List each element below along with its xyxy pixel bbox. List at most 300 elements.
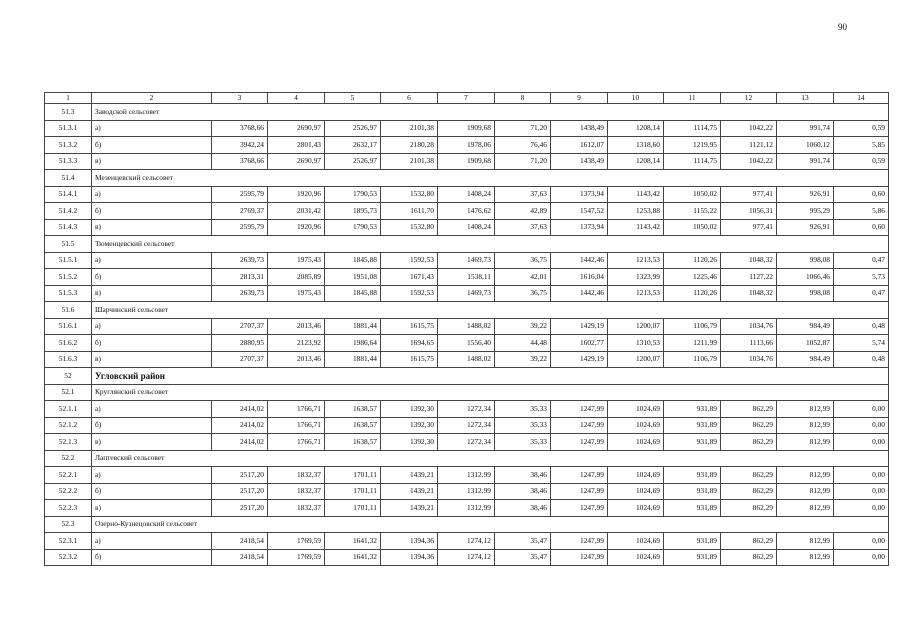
value-cell: 1247,99: [551, 467, 608, 484]
value-cell: 71,20: [495, 120, 551, 137]
row-subitem: б): [92, 269, 212, 286]
row-subitem: в): [92, 285, 212, 302]
row-subitem: а): [92, 533, 212, 550]
row-code: 51.4: [45, 170, 92, 187]
value-cell: 38,46: [495, 500, 551, 517]
value-cell: 1247,99: [551, 500, 608, 517]
row-code: 51.4.2: [45, 203, 92, 220]
value-cell: 862,29: [721, 401, 777, 418]
value-cell: 1024,69: [608, 417, 664, 434]
value-cell: 1048,32: [721, 285, 777, 302]
value-cell: 926,91: [777, 186, 834, 203]
value-cell: 1247,99: [551, 483, 608, 500]
row-code: 51.6.1: [45, 318, 92, 335]
value-cell: 1641,32: [325, 549, 381, 566]
value-cell: 2517,20: [212, 483, 268, 500]
column-header: 3: [212, 93, 268, 104]
column-header: 2: [92, 93, 212, 104]
value-cell: 2517,20: [212, 500, 268, 517]
value-cell: 0,00: [834, 533, 889, 550]
value-cell: 2595,79: [212, 219, 268, 236]
tariff-table: [44, 92, 889, 566]
section-title: Шарчинский сельсовет: [92, 302, 889, 319]
value-cell: 1394,36: [381, 533, 438, 550]
value-cell: 1671,43: [381, 269, 438, 286]
value-cell: 1392,30: [381, 417, 438, 434]
value-cell: 1318,60: [608, 137, 664, 154]
value-cell: 995,29: [777, 203, 834, 220]
value-cell: 1392,30: [381, 434, 438, 451]
value-cell: 71,20: [495, 153, 551, 170]
value-cell: 1951,08: [325, 269, 381, 286]
row-subitem: в): [92, 219, 212, 236]
value-cell: 0,59: [834, 153, 889, 170]
row-code: 52.1.3: [45, 434, 92, 451]
row-code: 51.5: [45, 236, 92, 253]
value-cell: 812,99: [777, 401, 834, 418]
value-cell: 0,59: [834, 120, 889, 137]
value-cell: 931,89: [664, 401, 721, 418]
value-cell: 1312,99: [438, 467, 495, 484]
value-cell: 931,89: [664, 549, 721, 566]
column-header: 1: [45, 93, 92, 104]
section-row: [45, 236, 889, 253]
column-header: 9: [551, 93, 608, 104]
value-cell: 1024,69: [608, 549, 664, 566]
value-cell: 931,89: [664, 434, 721, 451]
value-cell: 977,41: [721, 219, 777, 236]
row-subitem: а): [92, 120, 212, 137]
table-row: [45, 335, 889, 352]
value-cell: 931,89: [664, 500, 721, 517]
value-cell: 2880,95: [212, 335, 268, 352]
value-cell: 862,29: [721, 434, 777, 451]
value-cell: 2418,54: [212, 549, 268, 566]
value-cell: 1024,69: [608, 434, 664, 451]
value-cell: 1881,44: [325, 351, 381, 368]
value-cell: 812,99: [777, 467, 834, 484]
value-cell: 1638,57: [325, 401, 381, 418]
table-row: [45, 533, 889, 550]
row-code: 51.3.2: [45, 137, 92, 154]
value-cell: 1766,71: [268, 401, 325, 418]
value-cell: 1408,24: [438, 219, 495, 236]
value-cell: 1438,49: [551, 153, 608, 170]
value-cell: 1488,02: [438, 318, 495, 335]
value-cell: 1790,53: [325, 186, 381, 203]
column-header: 13: [777, 93, 834, 104]
value-cell: 984,49: [777, 351, 834, 368]
value-cell: 1114,75: [664, 120, 721, 137]
value-cell: 1050,02: [664, 186, 721, 203]
value-cell: 1895,73: [325, 203, 381, 220]
value-cell: 1113,66: [721, 335, 777, 352]
section-row: [45, 450, 889, 467]
row-code: 51.3: [45, 104, 92, 121]
value-cell: 1429,19: [551, 351, 608, 368]
row-subitem: в): [92, 351, 212, 368]
table-row: [45, 467, 889, 484]
value-cell: 862,29: [721, 467, 777, 484]
section-row: [45, 516, 889, 533]
row-code: 52: [45, 368, 92, 385]
column-header: 11: [664, 93, 721, 104]
value-cell: 1219,95: [664, 137, 721, 154]
value-cell: 931,89: [664, 417, 721, 434]
column-header: 14: [834, 93, 889, 104]
value-cell: 1272,34: [438, 417, 495, 434]
value-cell: 1975,43: [268, 252, 325, 269]
value-cell: 1253,88: [608, 203, 664, 220]
value-cell: 35,33: [495, 417, 551, 434]
table-body: [45, 93, 889, 566]
value-cell: 926,91: [777, 219, 834, 236]
value-cell: 35,47: [495, 549, 551, 566]
value-cell: 812,99: [777, 434, 834, 451]
row-code: 52.2.1: [45, 467, 92, 484]
value-cell: 1050,02: [664, 219, 721, 236]
table-row: [45, 500, 889, 517]
row-code: 51.5.3: [45, 285, 92, 302]
value-cell: 862,29: [721, 549, 777, 566]
value-cell: 2414,02: [212, 417, 268, 434]
value-cell: 1247,99: [551, 533, 608, 550]
value-cell: 1042,22: [721, 120, 777, 137]
value-cell: 1034,76: [721, 351, 777, 368]
column-header: 10: [608, 93, 664, 104]
value-cell: 36,75: [495, 252, 551, 269]
value-cell: 991,74: [777, 153, 834, 170]
row-code: 51.3.1: [45, 120, 92, 137]
row-code: 51.6.3: [45, 351, 92, 368]
value-cell: 0,00: [834, 549, 889, 566]
row-subitem: б): [92, 483, 212, 500]
value-cell: 0,60: [834, 186, 889, 203]
value-cell: 1272,34: [438, 434, 495, 451]
value-cell: 2123,92: [268, 335, 325, 352]
value-cell: 5,74: [834, 335, 889, 352]
value-cell: 1638,57: [325, 434, 381, 451]
value-cell: 1532,80: [381, 186, 438, 203]
value-cell: 2517,20: [212, 467, 268, 484]
section-row: [45, 170, 889, 187]
value-cell: 2526,97: [325, 120, 381, 137]
value-cell: 1310,53: [608, 335, 664, 352]
value-cell: 1052,87: [777, 335, 834, 352]
table-row: [45, 351, 889, 368]
row-code: 52.1: [45, 384, 92, 401]
value-cell: 2690,97: [268, 120, 325, 137]
value-cell: 998,08: [777, 285, 834, 302]
value-cell: 1769,59: [268, 533, 325, 550]
value-cell: 1615,75: [381, 318, 438, 335]
value-cell: 35,33: [495, 401, 551, 418]
row-subitem: а): [92, 318, 212, 335]
section-row: [45, 104, 889, 121]
value-cell: 862,29: [721, 417, 777, 434]
value-cell: 1106,79: [664, 318, 721, 335]
value-cell: 1373,94: [551, 186, 608, 203]
column-header: 5: [325, 93, 381, 104]
value-cell: 1469,73: [438, 252, 495, 269]
value-cell: 1978,06: [438, 137, 495, 154]
row-subitem: а): [92, 401, 212, 418]
value-cell: 984,49: [777, 318, 834, 335]
value-cell: 862,29: [721, 533, 777, 550]
value-cell: 2632,17: [325, 137, 381, 154]
value-cell: 37,63: [495, 186, 551, 203]
value-cell: 0,00: [834, 434, 889, 451]
page-number: 90: [838, 22, 847, 32]
value-cell: 1909,68: [438, 153, 495, 170]
value-cell: 0,00: [834, 401, 889, 418]
value-cell: 1225,46: [664, 269, 721, 286]
table-row: [45, 318, 889, 335]
value-cell: 2101,38: [381, 153, 438, 170]
value-cell: 76,46: [495, 137, 551, 154]
value-cell: 812,99: [777, 549, 834, 566]
value-cell: 2013,46: [268, 318, 325, 335]
value-cell: 1592,53: [381, 285, 438, 302]
value-cell: 1120,26: [664, 252, 721, 269]
value-cell: 1392,30: [381, 401, 438, 418]
row-code: 52.3.1: [45, 533, 92, 550]
value-cell: 1612,07: [551, 137, 608, 154]
value-cell: 1845,88: [325, 285, 381, 302]
value-cell: 1114,75: [664, 153, 721, 170]
value-cell: 812,99: [777, 533, 834, 550]
value-cell: 1066,46: [777, 269, 834, 286]
value-cell: 2101,38: [381, 120, 438, 137]
value-cell: 1439,21: [381, 483, 438, 500]
value-cell: 1547,52: [551, 203, 608, 220]
value-cell: 2690,97: [268, 153, 325, 170]
value-cell: 1442,46: [551, 285, 608, 302]
value-cell: 1042,22: [721, 153, 777, 170]
value-cell: 1211,99: [664, 335, 721, 352]
value-cell: 1439,21: [381, 467, 438, 484]
row-subitem: в): [92, 434, 212, 451]
value-cell: 1694,65: [381, 335, 438, 352]
row-subitem: б): [92, 203, 212, 220]
value-cell: 2180,28: [381, 137, 438, 154]
value-cell: 0,48: [834, 318, 889, 335]
value-cell: 44,48: [495, 335, 551, 352]
value-cell: 2707,37: [212, 351, 268, 368]
section-title: Мезенцевский сельсовет: [92, 170, 889, 187]
value-cell: 1602,77: [551, 335, 608, 352]
value-cell: 1845,88: [325, 252, 381, 269]
value-cell: 1048,32: [721, 252, 777, 269]
value-cell: 1408,24: [438, 186, 495, 203]
value-cell: 1701,11: [325, 483, 381, 500]
value-cell: 1312,99: [438, 483, 495, 500]
value-cell: 1641,32: [325, 533, 381, 550]
value-cell: 2414,02: [212, 401, 268, 418]
value-cell: 1592,53: [381, 252, 438, 269]
table-row: [45, 434, 889, 451]
value-cell: 1832,37: [268, 500, 325, 517]
value-cell: 35,33: [495, 434, 551, 451]
value-cell: 1247,99: [551, 401, 608, 418]
value-cell: 1213,53: [608, 285, 664, 302]
row-code: 51.6: [45, 302, 92, 319]
value-cell: 1909,68: [438, 120, 495, 137]
value-cell: 1438,49: [551, 120, 608, 137]
value-cell: 977,41: [721, 186, 777, 203]
value-cell: 2639,73: [212, 285, 268, 302]
row-subitem: а): [92, 467, 212, 484]
value-cell: 1476,62: [438, 203, 495, 220]
value-cell: 2801,43: [268, 137, 325, 154]
value-cell: 1034,76: [721, 318, 777, 335]
value-cell: 1200,07: [608, 351, 664, 368]
row-code: 51.6.2: [45, 335, 92, 352]
value-cell: 1247,99: [551, 434, 608, 451]
value-cell: 0,00: [834, 500, 889, 517]
value-cell: 38,46: [495, 467, 551, 484]
value-cell: 812,99: [777, 483, 834, 500]
row-subitem: а): [92, 186, 212, 203]
value-cell: 1208,14: [608, 153, 664, 170]
table-row: [45, 120, 889, 137]
value-cell: 1766,71: [268, 417, 325, 434]
value-cell: 1024,69: [608, 401, 664, 418]
table-row: [45, 137, 889, 154]
row-code: 52.3.2: [45, 549, 92, 566]
row-subitem: б): [92, 335, 212, 352]
value-cell: 1127,22: [721, 269, 777, 286]
row-subitem: в): [92, 500, 212, 517]
value-cell: 1120,26: [664, 285, 721, 302]
value-cell: 2414,02: [212, 434, 268, 451]
row-subitem: а): [92, 252, 212, 269]
row-code: 51.4.1: [45, 186, 92, 203]
value-cell: 1274,12: [438, 533, 495, 550]
table-row: [45, 252, 889, 269]
value-cell: 1611,70: [381, 203, 438, 220]
table-row: [45, 401, 889, 418]
value-cell: 2813,31: [212, 269, 268, 286]
value-cell: 1769,59: [268, 549, 325, 566]
value-cell: 998,08: [777, 252, 834, 269]
value-cell: 1024,69: [608, 500, 664, 517]
value-cell: 1469,73: [438, 285, 495, 302]
section-title: Озерно-Кузнецовский сельсовет: [92, 516, 889, 533]
value-cell: 1272,34: [438, 401, 495, 418]
value-cell: 1832,37: [268, 467, 325, 484]
value-cell: 1442,46: [551, 252, 608, 269]
row-code: 52.1.2: [45, 417, 92, 434]
table-row: [45, 549, 889, 566]
value-cell: 37,63: [495, 219, 551, 236]
value-cell: 931,89: [664, 483, 721, 500]
value-cell: 1208,14: [608, 120, 664, 137]
value-cell: 1373,94: [551, 219, 608, 236]
value-cell: 1394,36: [381, 549, 438, 566]
value-cell: 2639,73: [212, 252, 268, 269]
value-cell: 1200,07: [608, 318, 664, 335]
row-code: 52.2.2: [45, 483, 92, 500]
value-cell: 39,22: [495, 318, 551, 335]
value-cell: 862,29: [721, 500, 777, 517]
value-cell: 1975,43: [268, 285, 325, 302]
table-row: [45, 186, 889, 203]
value-cell: 1766,71: [268, 434, 325, 451]
table-row: [45, 153, 889, 170]
value-cell: 991,74: [777, 120, 834, 137]
row-subitem: б): [92, 549, 212, 566]
row-subitem: в): [92, 153, 212, 170]
value-cell: 1106,79: [664, 351, 721, 368]
table-row: [45, 483, 889, 500]
value-cell: 812,99: [777, 417, 834, 434]
value-cell: 1920,96: [268, 186, 325, 203]
value-cell: 2707,37: [212, 318, 268, 335]
section-title: Заводской сельсовет: [92, 104, 889, 121]
value-cell: 862,29: [721, 483, 777, 500]
value-cell: 5,73: [834, 269, 889, 286]
row-subitem: б): [92, 137, 212, 154]
value-cell: 0,47: [834, 285, 889, 302]
value-cell: 2031,42: [268, 203, 325, 220]
value-cell: 931,89: [664, 533, 721, 550]
value-cell: 1488,02: [438, 351, 495, 368]
value-cell: 1439,21: [381, 500, 438, 517]
value-cell: 2085,89: [268, 269, 325, 286]
value-cell: 1024,69: [608, 533, 664, 550]
column-header: 4: [268, 93, 325, 104]
value-cell: 1701,11: [325, 500, 381, 517]
value-cell: 1247,99: [551, 549, 608, 566]
value-cell: 1247,99: [551, 417, 608, 434]
value-cell: 38,46: [495, 483, 551, 500]
section-row: [45, 384, 889, 401]
value-cell: 5,86: [834, 203, 889, 220]
value-cell: 1920,96: [268, 219, 325, 236]
row-subitem: б): [92, 417, 212, 434]
value-cell: 1832,37: [268, 483, 325, 500]
value-cell: 3942,24: [212, 137, 268, 154]
value-cell: 35,47: [495, 533, 551, 550]
table-row: [45, 269, 889, 286]
section-row: [45, 302, 889, 319]
value-cell: 0,48: [834, 351, 889, 368]
value-cell: 0,00: [834, 467, 889, 484]
value-cell: 3768,66: [212, 120, 268, 137]
value-cell: 1323,99: [608, 269, 664, 286]
value-cell: 0,60: [834, 219, 889, 236]
table-header-row: [45, 93, 889, 104]
value-cell: 1532,80: [381, 219, 438, 236]
section-title: Лаптевский сельсовет: [92, 450, 889, 467]
value-cell: 1024,69: [608, 467, 664, 484]
row-code: 51.5.1: [45, 252, 92, 269]
value-cell: 5,85: [834, 137, 889, 154]
value-cell: 1790,53: [325, 219, 381, 236]
value-cell: 1143,42: [608, 186, 664, 203]
value-cell: 1312,99: [438, 500, 495, 517]
value-cell: 0,00: [834, 483, 889, 500]
value-cell: 39,22: [495, 351, 551, 368]
table-row: [45, 285, 889, 302]
value-cell: 42,01: [495, 269, 551, 286]
section-title: Круглянский сельсовет: [92, 384, 889, 401]
row-code: 51.4.3: [45, 219, 92, 236]
value-cell: 1143,42: [608, 219, 664, 236]
value-cell: 1213,53: [608, 252, 664, 269]
value-cell: 2418,54: [212, 533, 268, 550]
